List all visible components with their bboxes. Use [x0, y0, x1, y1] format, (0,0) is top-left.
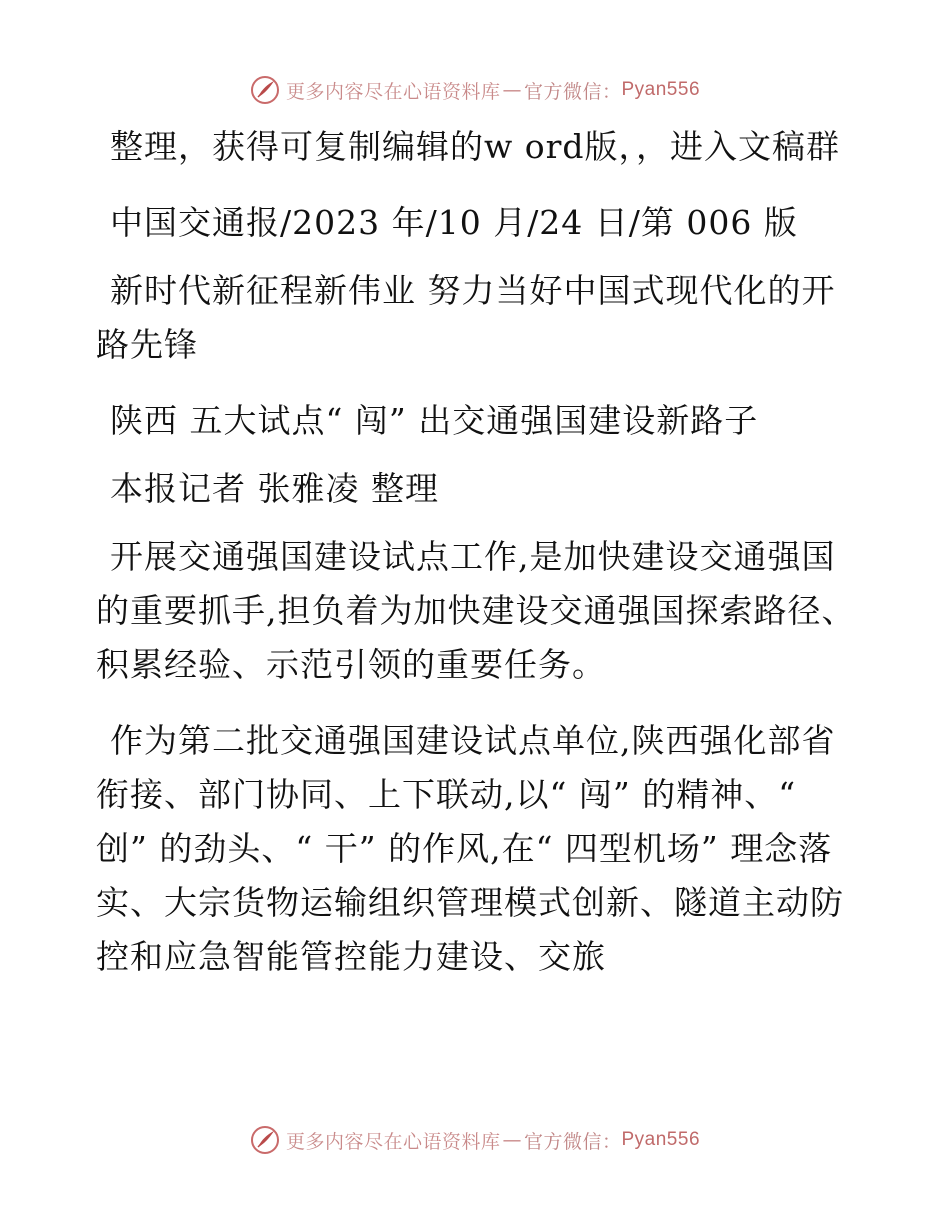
watermark-text: 更多内容尽在心语资料库 — [285, 1130, 501, 1153]
paragraph-body-2: 作为第二批交通强国建设试点单位,陕西强化部省衔接、部门协同、上下联动,以“ 闯” 的精神、“ 创” 的劲头、“ 干” 的作风,在“ 四型机场” 理念落实、大宗货物运输组织管理模式创新、隧道主动防控和应急智能管控能力建设、交旅 — [96, 721, 844, 976]
paragraph-intro: 整理，获得可复制编辑的w ord版，，进入文稿群 — [110, 127, 841, 166]
watermark-wechat-id: Pyan556 — [621, 1129, 701, 1150]
watermark-wechat-label: 官方微信： — [523, 80, 622, 103]
watermark-wechat-id: Pyan556 — [621, 79, 701, 100]
watermark-text: 更多内容尽在心语资料库 — [285, 80, 501, 103]
watermark-dash: — — [502, 1129, 522, 1151]
feather-pen-logo-icon — [250, 1125, 280, 1155]
watermark-footer — [0, 1120, 950, 1160]
watermark-dash: — — [502, 79, 522, 101]
watermark-wechat-label: 官方微信： — [523, 1130, 622, 1153]
paragraph-source: 中国交通报/2023 年/10 月/24 日/第 006 版 — [110, 203, 798, 242]
watermark-header — [0, 70, 950, 110]
paragraph-body-1: 开展交通强国建设试点工作,是加快建设交通强国的重要抓手,担负着为加快建设交通强国探索路径、积累经验、示范引领的重要任务。 — [96, 537, 856, 684]
paragraph-column-title: 新时代新征程新伟业 努力当好中国式现代化的开路先锋 — [96, 271, 836, 364]
document-body — [96, 120, 856, 1006]
feather-pen-logo-icon — [250, 75, 280, 105]
article-byline: 本报记者 张雅凌 整理 — [110, 469, 439, 508]
article-headline: 陕西 五大试点“ 闯” 出交通强国建设新路子 — [110, 401, 759, 440]
